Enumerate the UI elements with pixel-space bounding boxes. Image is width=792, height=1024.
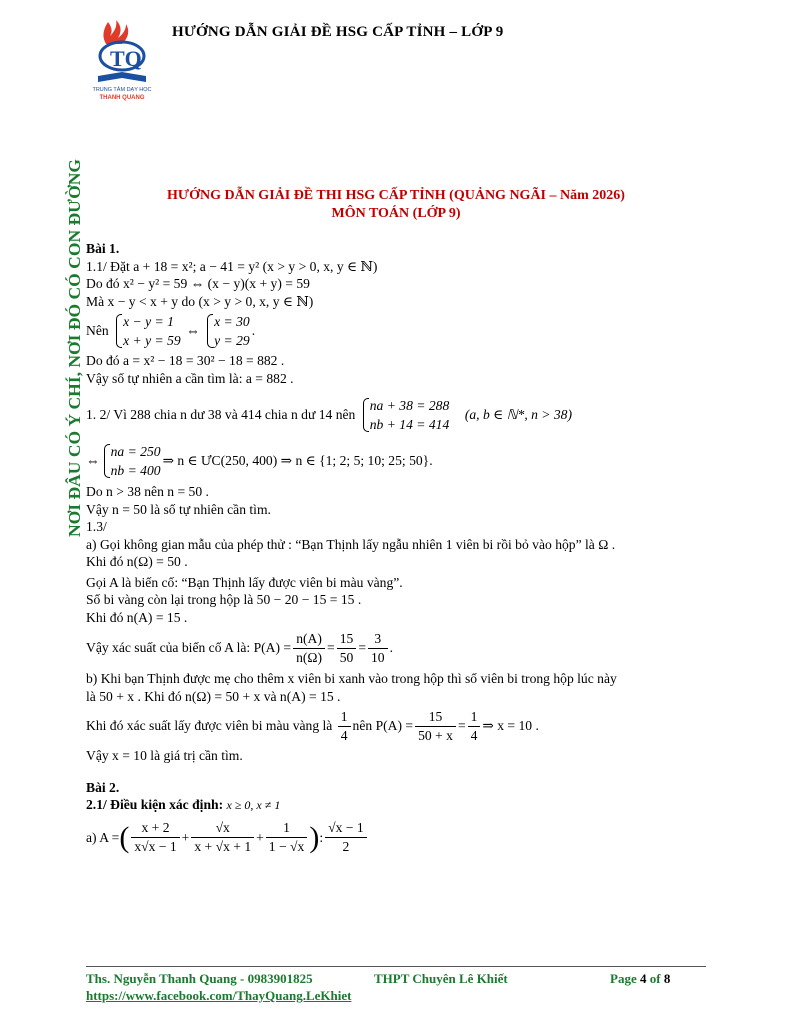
- text-line: Mà x − y < x + y do (x > y > 0, x, y ∈ ℕ): [86, 293, 314, 309]
- text-fragment: (a, b ∈ ℕ*, n > 38): [464, 407, 573, 423]
- text-fragment: Khi đó xác suất lấy được viên bi màu vàng là: [86, 718, 333, 734]
- fraction: $\frac{15}{50 + x}$: [415, 708, 456, 745]
- text-line: Vậy số tự nhiên a cần tìm là: a = 882 .: [86, 370, 294, 386]
- text-fragment: Vậy xác suất của biến cố A là: P(A) =: [86, 640, 292, 656]
- fraction: $\frac{n(A)}{n(\Omega)}$: [293, 630, 325, 667]
- header-title: HƯỚNG DẪN GIẢI ĐỀ HSG CẤP TỈNH – LỚP 9: [172, 24, 504, 40]
- text-line: Gọi A là biến cố: “Bạn Thịnh lấy được viên bi màu vàng”.: [86, 574, 403, 590]
- text-line: b) Khi bạn Thịnh được mẹ cho thêm x viên bi xanh vào trong hộp thì số viên bi trong hộp lúc này: [86, 671, 617, 686]
- text-fragment: ⇒ n ∈ ƯC(250, 400) ⇒ n ∈ {1; 2; 5; 10; 25; 50}.: [162, 453, 433, 469]
- text-line: Khi đó n(A) = 15 .: [86, 609, 188, 625]
- document-body: [86, 240, 706, 861]
- equation-system: na = 250 nb = 400: [102, 442, 161, 480]
- footer: [86, 970, 706, 1004]
- system-line: [86, 391, 706, 439]
- text-line: Số bi vàng còn lại trong hộp là 50 − 20 − 15 = 15 .: [86, 592, 362, 607]
- text-fragment: ⇔: [86, 453, 100, 469]
- equation-system: na + 38 = 288 nb + 14 = 414: [361, 396, 450, 434]
- text-fragment: a) A =: [86, 829, 120, 845]
- text-line: Vậy n = 50 là số tự nhiên cần tìm.: [86, 501, 271, 517]
- text-fragment: Nên: [86, 323, 109, 339]
- logo-letters: TQ: [110, 46, 142, 71]
- logo: [88, 16, 166, 106]
- formula-line: a) A = ( $\frac{x + 2}{x√x - 1}$ + $\frac{√x}{x + √x + 1}$ + $\frac{1}{1 - √x}$ ) : $\frac{√x - 1}{2}$: [86, 815, 706, 861]
- fraction: $\frac{3}{10}$: [368, 630, 388, 667]
- text-line: Do đó a = x² − 18 = 30² − 18 = 882 .: [86, 353, 285, 368]
- text-line: 1.1/ Đặt a + 18 = x²; a − 41 = y² (x > y > 0, x, y ∈ ℕ): [86, 258, 378, 274]
- equation-system: x − y = 1 x + y = 59: [114, 312, 181, 350]
- text-fragment: nên P(A) =: [352, 718, 414, 734]
- logo-line2: THANH QUANG: [99, 95, 145, 101]
- page-number: Page 4 of 8: [610, 971, 671, 986]
- text-line: là 50 + x . Khi đó n(Ω) = 50 + x và n(A) = 15 .: [86, 688, 341, 704]
- fraction: $\frac{√x}{x + √x + 1}$: [191, 819, 254, 856]
- text-fragment: ⇒ x = 10 .: [482, 718, 539, 734]
- equation-system: x = 30 y = 29: [205, 312, 250, 350]
- facebook-link[interactable]: https://www.facebook.com/ThayQuang.LeKhiet: [86, 988, 352, 1003]
- section-heading-bai1: Bài 1.: [86, 241, 120, 256]
- fraction: $\frac{1}{4}$: [468, 708, 481, 745]
- footer-author: Ths. Nguyễn Thanh Quang - 0983901825: [86, 971, 313, 986]
- footer-divider: [86, 966, 706, 967]
- side-motto-text: NƠI ĐÂU CÓ Ý CHÍ, NƠI ĐÓ CÓ CON ĐƯỜNG: [65, 181, 84, 537]
- formula-line: Vậy xác suất của biến cố A là: P(A) = $\frac{n(A)}{n(\Omega)}$ = $\frac{15}{50}$ = $\frac{3}{10}$ .: [86, 630, 393, 665]
- logo-line1: TRUNG TÂM DẠY HỌC: [92, 87, 152, 93]
- system-line: [86, 310, 706, 352]
- doc-title-line1: HƯỚNG DẪN GIẢI ĐỀ THI HSG CẤP TỈNH (QUẢNG NGÃI – Năm 2026): [167, 188, 625, 203]
- text-line: Do n > 38 nên n = 50 .: [86, 484, 209, 499]
- text-line: 1.3/: [86, 519, 107, 534]
- fraction: $\frac{1}{4}$: [338, 708, 351, 745]
- text-fragment: ⇔: [186, 323, 200, 339]
- fraction: $\frac{1}{1 - √x}$: [266, 819, 308, 856]
- fraction: $\frac{15}{50}$: [337, 630, 357, 667]
- text-fragment: 1. 2/ Vì 288 chia n dư 38 và 414 chia n dư 14 nên: [86, 407, 356, 423]
- fraction: $\frac{√x - 1}{2}$: [325, 819, 367, 856]
- text-line: Khi đó n(Ω) = 50 .: [86, 554, 188, 569]
- footer-school: THPT Chuyên Lê Khiết: [374, 971, 508, 986]
- formula-line: Khi đó xác suất lấy được viên bi màu vàng là $\frac{1}{4}$ nên P(A) = $\frac{15}{50 + x}$ = $\frac{1}{4}$ ⇒ x = 10 .: [86, 708, 539, 743]
- section-heading-bai2: Bài 2.: [86, 779, 120, 795]
- system-line: [86, 439, 706, 483]
- text-fragment: .: [251, 323, 256, 339]
- text-line: a) Gọi không gian mẫu của phép thử : “Bạn Thịnh lấy ngẫu nhiên 1 viên bi rồi bỏ vào hộp” là Ω .: [86, 536, 616, 552]
- text-line: Do đó x² − y² = 59 ⇔ (x − y)(x + y) = 59: [86, 276, 310, 291]
- text-line: 2.1/ Điều kiện xác định: x ≥ 0, x ≠ 1: [86, 797, 281, 812]
- doc-title-line2: MÔN TOÁN (LỚP 9): [331, 206, 461, 221]
- fraction: $\frac{x + 2}{x√x - 1}$: [131, 819, 179, 856]
- text-line: Vậy x = 10 là giá trị cần tìm.: [86, 748, 243, 763]
